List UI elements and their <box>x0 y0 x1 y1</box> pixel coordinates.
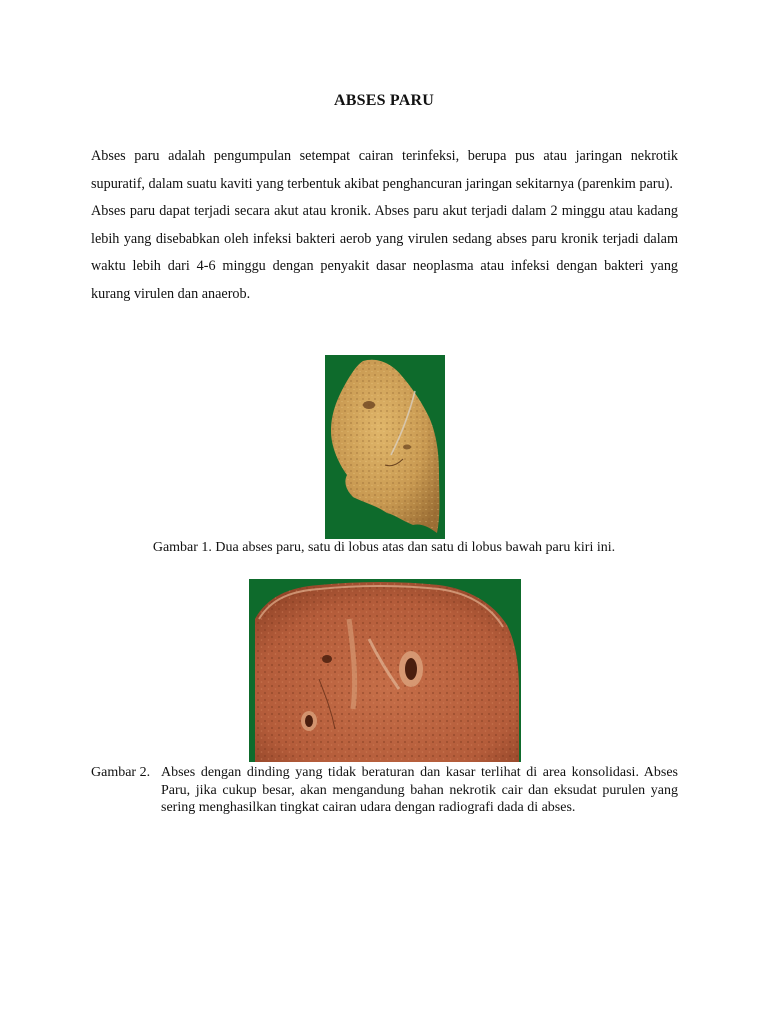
lung-specimen-photo-1 <box>325 355 445 539</box>
figure-2-image <box>249 579 521 762</box>
page-title: ABSES PARU <box>334 92 434 109</box>
figure-1-caption: Gambar 1. Dua abses paru, satu di lobus atas dan satu di lobus bawah paru kiri ini. <box>152 540 616 555</box>
lung-specimen-photo-2 <box>249 579 521 762</box>
paragraph-1: Abses paru adalah pengumpulan setempat cairan terinfeksi, berupa pus atau jaringan nekrotik supuratif, dalam suatu kaviti yang terbentuk akibat penghancuran jaringan sekitarnya (parenkim paru). <box>91 148 678 192</box>
body-text <box>91 143 678 308</box>
figure-2-caption: Abses dengan dinding yang tidak beraturan dan kasar terlihat di area konsolidasi. Abses Paru, jika cukup besar, akan mengandung bahan nekrotik cair dan eksudat purulen yang sering menghasilkan tingkat cairan udara dengan radiografi dada di abses. <box>161 765 678 815</box>
paragraph-2: Abses paru dapat terjadi secara akut atau kronik. Abses paru akut terjadi dalam 2 minggu atau kadang lebih yang disebabkan oleh infeksi bakteri aerob yang virulen sedang abses paru kronik terjadi dalam waktu lebih dari 4-6 minggu dengan penyakit dasar neoplasma atau infeksi dengan bakteri yang kurang virulen dan anaerob. <box>91 203 678 302</box>
figure-2-label: Gambar 2. <box>91 765 151 780</box>
figure-2-caption-block <box>91 764 678 817</box>
figure-1-image <box>325 355 445 539</box>
